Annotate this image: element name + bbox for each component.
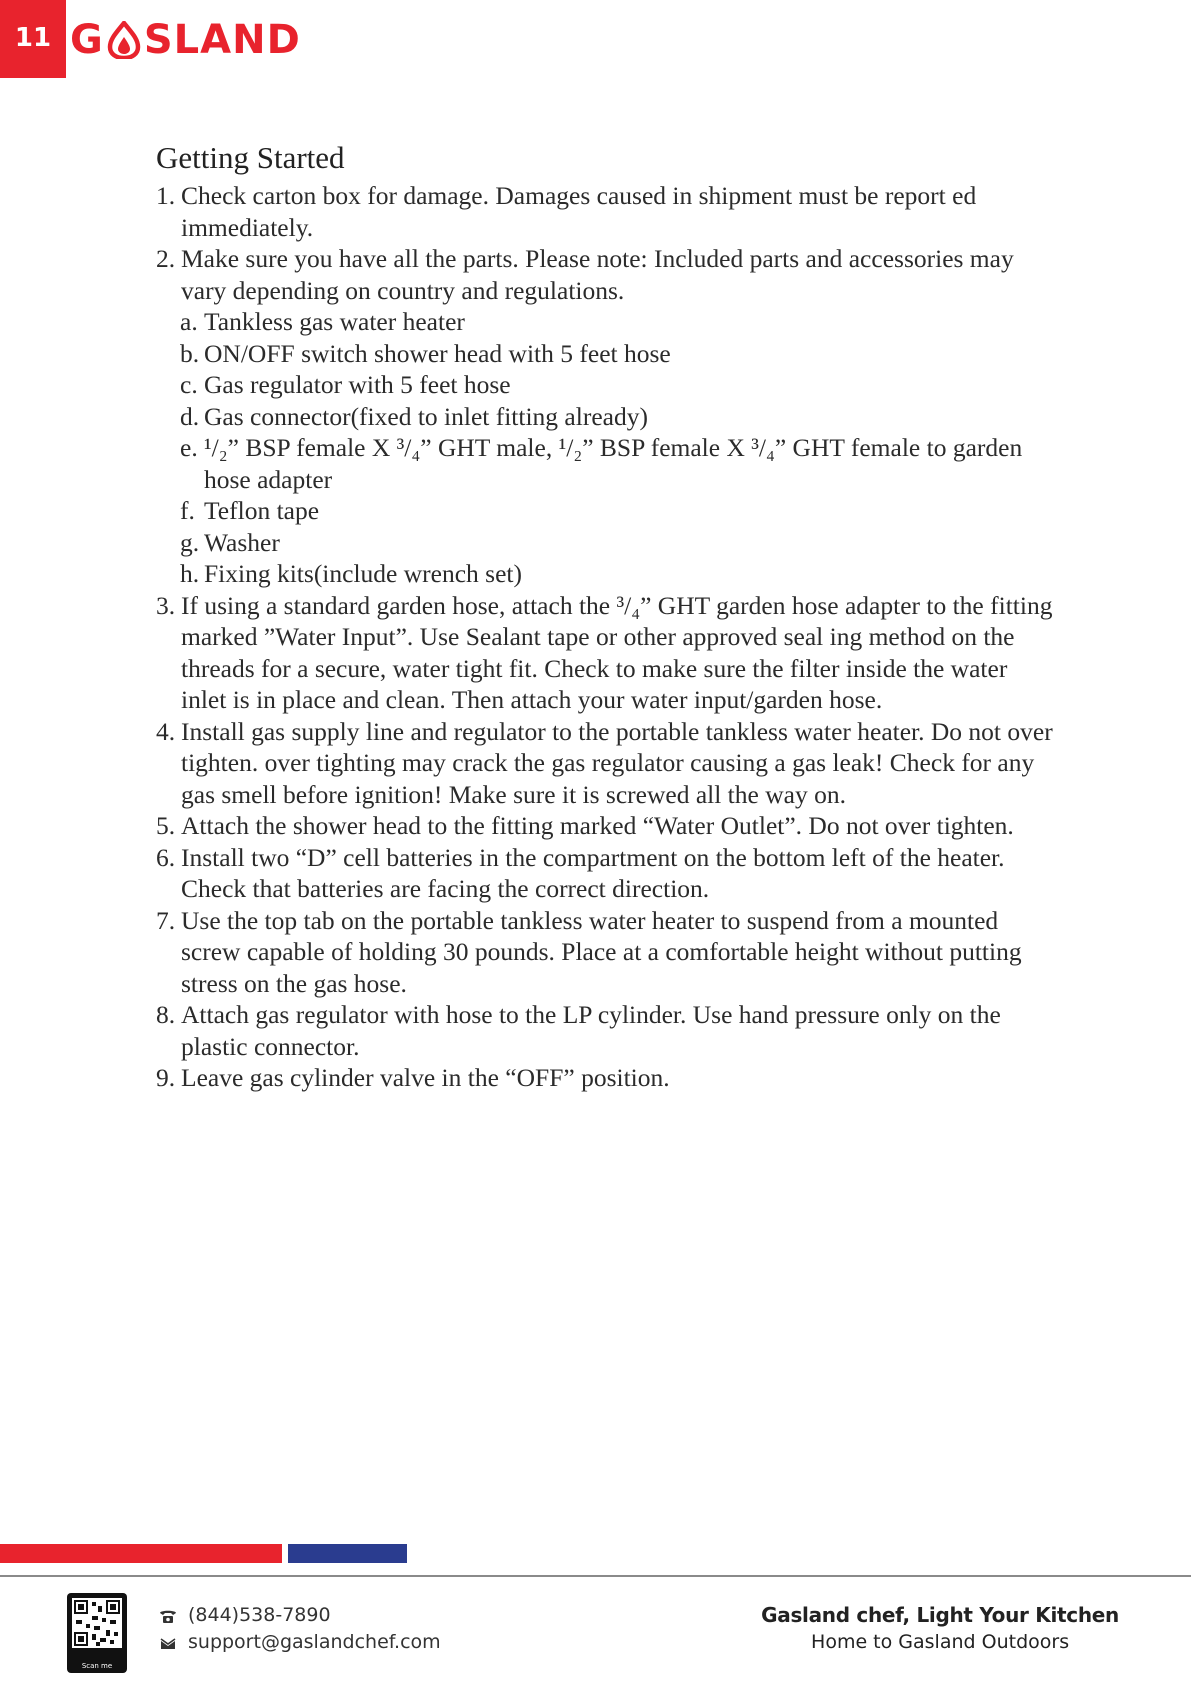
phone-number: (844)538-7890 [188,1604,331,1626]
brand-logo-text-end: SLAND [143,17,301,63]
list-item [156,1062,1056,1094]
list-item-text: Fixing kits(include wrench set) [204,559,522,588]
contact-info [158,1602,441,1656]
getting-started-section [156,138,1056,1094]
parts-list-item [156,369,1056,401]
parts-list-item [156,432,1056,495]
list-item-letter: c. [180,370,198,399]
list-item-number: 1. [156,181,176,210]
list-item-letter: b. [180,338,200,368]
list-item-text: Check carton box for damage. Damages caused in shipment must be report ed immediately. [181,181,977,242]
qr-code-icon [72,1598,122,1648]
list-item-letter: f. [180,496,195,525]
list-item-text: ¹/₂” BSP female X ³/₄” GHT male, ¹/₂” BSP female X ³/₄” GHT female to garden hose adapter [204,433,1023,494]
list-item-letter: g. [180,527,200,557]
list-item-text: Gas regulator with 5 feet hose [204,370,511,399]
list-item-text: Leave gas cylinder valve in the “OFF” position. [181,1063,670,1092]
list-item-number: 3. [156,590,176,620]
list-item-number: 5. [156,811,176,840]
parts-list-item [156,306,1056,338]
list-item [156,590,1056,716]
list-item-text: Gas connector(fixed to inlet fitting already) [204,401,648,431]
footer-accent-bar-blue [288,1544,407,1563]
list-item-text: If using a standard garden hose, attach the ³/₄” GHT garden hose adapter to the fitting marked ”Water Input”. Use Sealant tape or other approved seal ing method on the threads for a secure, water tight fit. Check to make sure the filter inside the water inlet is in place and clean. Then attach your water input/garden hose. [181,590,1053,714]
list-item-letter: h. [180,559,200,588]
footer-accent-bar-red [0,1544,282,1563]
list-item-letter: d. [180,401,200,431]
list-item-text: Teflon tape [204,496,320,525]
list-item-number: 2. [156,244,176,273]
flame-icon [106,21,142,59]
section-title: Getting Started [156,140,345,175]
contact-phone [158,1602,441,1629]
parts-list-item [156,558,1056,590]
list-item-text: Attach gas regulator with hose to the LP cylinder. Use hand pressure only on the plastic connector. [181,1000,1001,1061]
list-item [156,180,1056,243]
brand-logo-text-start: G [70,17,104,63]
brand-logo [70,18,301,62]
email-address: support@gaslandchef.com [188,1631,441,1653]
list-item-number: 8. [156,1000,176,1029]
list-item-text: Use the top tab on the portable tankless water heater to suspend from a mounted screw capable of holding 30 pounds. Place at a comfortable height without putting stress on the gas hose. [181,905,1022,998]
parts-list-item [156,338,1056,370]
qr-label: Scan me [81,1662,113,1670]
list-item-letter: a. [180,307,198,336]
list-item [156,905,1056,1000]
list-item [156,842,1056,905]
list-item-text: Washer [204,527,280,557]
contact-email [158,1629,441,1656]
list-item-number: 9. [156,1063,176,1092]
tagline-main: Gasland chef, Light Your Kitchen [761,1603,1119,1627]
list-item [156,999,1056,1062]
list-item-number: 4. [156,716,176,746]
phone-icon [158,1607,178,1625]
tagline-sub: Home to Gasland Outdoors [811,1631,1070,1653]
list-item-text: Tankless gas water heater [204,307,465,336]
list-item-text: Install two “D” cell batteries in the compartment on the bottom left of the heater. Check that batteries are facing the correct direction. [181,842,1005,903]
parts-list-item [156,495,1056,527]
footer-tagline [761,1602,1119,1656]
parts-list-item [156,527,1056,559]
list-item-number: 7. [156,905,176,935]
parts-list-item [156,401,1056,433]
list-item-number: 6. [156,842,176,872]
list-item-text: Make sure you have all the parts. Please note: Included parts and accessories may vary depending on country and regulations. [181,244,1014,305]
list-item-text: ON/OFF switch shower head with 5 feet hose [204,338,671,368]
qr-code [67,1593,127,1673]
list-item [156,716,1056,811]
list-item-text: Attach the shower head to the fitting marked “Water Outlet”. Do not over tighten. [181,811,1014,840]
list-item [156,243,1056,306]
page-number: 11 [0,0,66,78]
mail-icon [158,1634,178,1652]
list-item-text: Install gas supply line and regulator to the portable tankless water heater. Do not over tighten. over tighting may crack the gas regulator causing a gas leak! Check for any gas smell before ignition! Make sure it is screwed all the way on. [181,716,1053,809]
list-item-letter: e. [180,433,198,462]
list-item [156,810,1056,842]
footer-divider [0,1575,1191,1577]
